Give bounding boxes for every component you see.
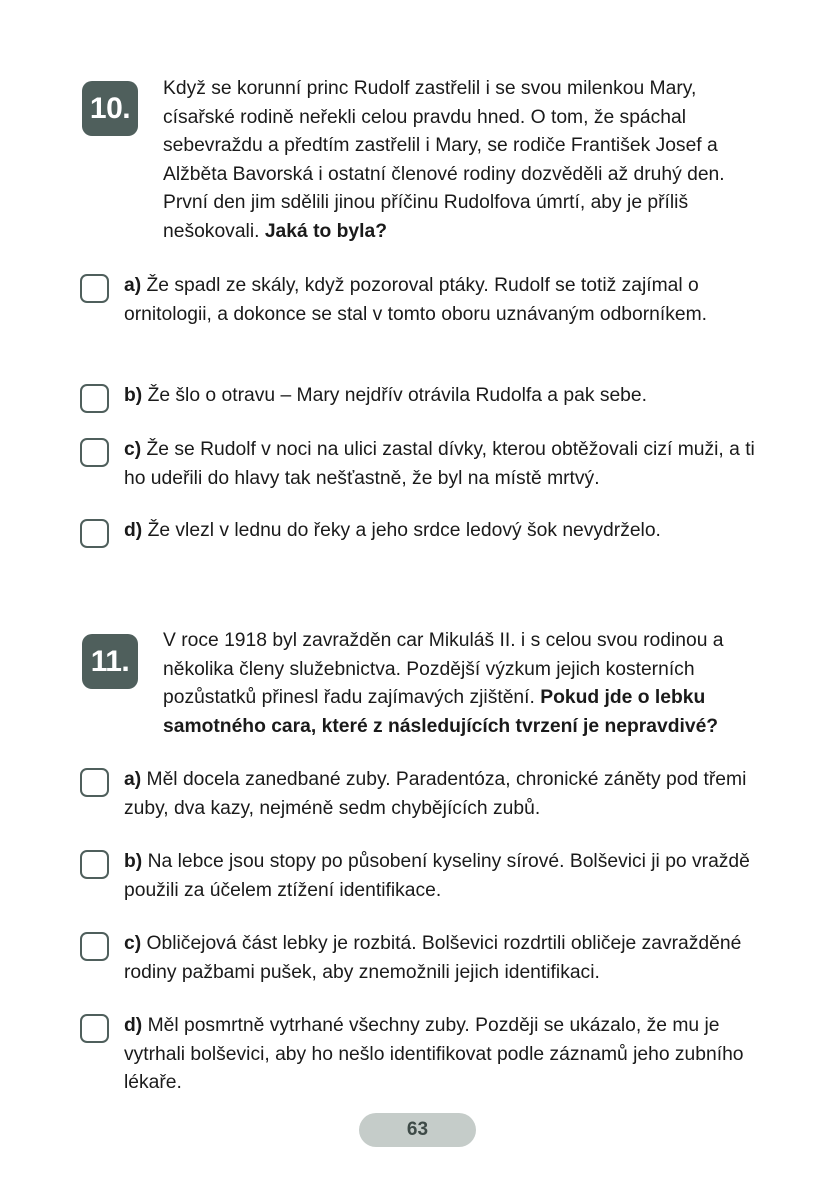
answer-option-d[interactable] bbox=[80, 517, 760, 546]
checkbox[interactable] bbox=[80, 932, 109, 961]
answer-option-b[interactable] bbox=[80, 848, 760, 905]
answer-option-c[interactable] bbox=[80, 930, 760, 987]
option-letter: d) bbox=[124, 1015, 143, 1036]
answer-option-d[interactable] bbox=[80, 1012, 760, 1098]
question-body: Když se korunní princ Rudolf zastřelil i se svou milenkou Mary, císařské rodině neřekli celou pravdu hned. O tom, že spáchal sebevraždu a předtím zastřelil i Mary, se rodiče František Josef a Alžběta Bavorská i ostatní členové rodiny dozvěděli až druhý den. První den jim sdělili jinou příčinu Rudolfova úmrtí, aby je příliš nešokovali. bbox=[163, 78, 725, 242]
question-body: V roce 1918 byl zavražděn car Mikuláš II. i s celou svou rodinou a několika členy služebnictva. Pozdější výzkum jejich kosterních pozůstatků přinesl řadu zajímavých zjištění. bbox=[163, 630, 724, 709]
question-text bbox=[163, 75, 763, 247]
option-text: Že šlo o otravu – Mary nejdřív otrávila Rudolfa a pak sebe. bbox=[147, 385, 647, 406]
checkbox[interactable] bbox=[80, 850, 109, 879]
option-text: Měl posmrtně vytrhané všechny zuby. Později se ukázalo, že mu je vytrhali bolševici, aby ho nešlo identifikovat podle záznamů jeho zubního lékaře. bbox=[124, 1015, 744, 1094]
option-text: Že se Rudolf v noci na ulici zastal dívky, kterou obtěžovali cizí muži, a ti ho udeřili do hlavy tak nešťastně, že byl na místě mrtvý. bbox=[124, 439, 755, 489]
option-letter: b) bbox=[124, 851, 143, 872]
option-letter: c) bbox=[124, 933, 142, 954]
checkbox[interactable] bbox=[80, 384, 109, 413]
option-letter: a) bbox=[124, 275, 142, 296]
answer-option-c[interactable] bbox=[80, 436, 760, 493]
option-text: Že vlezl v lednu do řeky a jeho srdce ledový šok nevydrželo. bbox=[147, 520, 661, 541]
option-letter: d) bbox=[124, 520, 143, 541]
checkbox[interactable] bbox=[80, 1014, 109, 1043]
question-number-badge: 11. bbox=[82, 634, 138, 689]
option-text: Měl docela zanedbané zuby. Paradentóza, chronické záněty pod třemi zuby, dva kazy, nejméně sedm chybějících zubů. bbox=[124, 769, 747, 819]
option-letter: a) bbox=[124, 769, 142, 790]
checkbox[interactable] bbox=[80, 438, 109, 467]
question-prompt: Jaká to byla? bbox=[264, 220, 387, 242]
checkbox[interactable] bbox=[80, 274, 109, 303]
answer-option-a[interactable] bbox=[80, 272, 760, 329]
question-text bbox=[163, 627, 763, 741]
option-text: Na lebce jsou stopy po působení kyseliny sírové. Bolševici ji po vraždě použili za účelem ztížení identifikace. bbox=[124, 851, 750, 901]
checkbox[interactable] bbox=[80, 519, 109, 548]
page-number: 63 bbox=[359, 1113, 476, 1147]
question-number-badge: 10. bbox=[82, 81, 138, 136]
option-text: Obličejová část lebky je rozbitá. Bolševici rozdrtili obličeje zavražděné rodiny pažbami pušek, aby znemožnili jejich identifikaci. bbox=[124, 933, 742, 983]
option-letter: b) bbox=[124, 385, 143, 406]
option-text: Že spadl ze skály, když pozoroval ptáky. Rudolf se totiž zajímal o ornitologii, a dokonce se stal v tomto oboru uznávaným odborníkem. bbox=[124, 275, 708, 325]
answer-option-a[interactable] bbox=[80, 766, 760, 823]
question-prompt: Pokud jde o lebku samotného cara, které z následujících tvrzení je nepravdivé? bbox=[163, 687, 719, 737]
option-letter: c) bbox=[124, 439, 142, 460]
checkbox[interactable] bbox=[80, 768, 109, 797]
answer-option-b[interactable] bbox=[80, 382, 760, 411]
